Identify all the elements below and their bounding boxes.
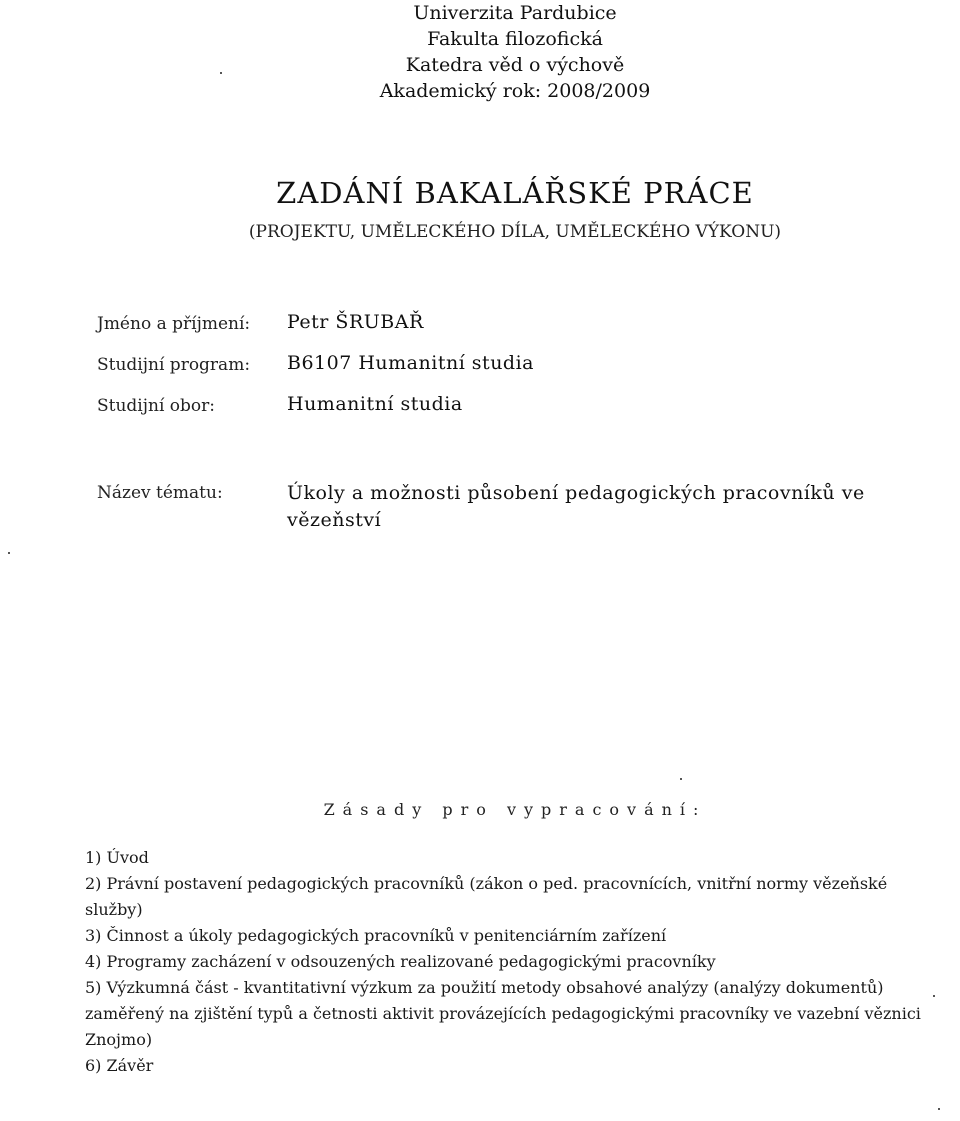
principles-heading: Zásady pro vypracování: <box>323 800 707 819</box>
faculty-name: Fakulta filozofická <box>427 28 603 50</box>
document-subtitle: (PROJEKTU, UMĚLECKÉHO DÍLA, UMĚLECKÉHO VÝKONU) <box>248 222 782 242</box>
name-value: Petr ŠRUBAŘ <box>287 311 424 333</box>
outline-item: 4) Programy zacházení v odsouzených realizované pedagogickými pracovníky <box>85 952 716 971</box>
program-value: B6107 Humanitní studia <box>287 352 534 374</box>
topic-label: Název tématu: <box>97 483 223 503</box>
outline-item: 3) Činnost a úkoly pedagogických pracovníků v penitenciárním zařízení <box>85 926 667 945</box>
outline-item: 2) Právní postavení pedagogických pracovníků (zákon o ped. pracovnících, vnitřní normy vězeňské služby) <box>85 874 888 919</box>
document-title: ZADÁNÍ BAKALÁŘSKÉ PRÁCE <box>276 176 754 210</box>
outline-list <box>85 845 935 1079</box>
scan-speck <box>680 778 682 780</box>
scan-speck <box>220 72 222 74</box>
topic-value: Úkoly a možnosti působení pedagogických pracovníků ve vězeňství <box>287 482 865 531</box>
name-label: Jméno a příjmení: <box>97 314 251 334</box>
academic-year: Akademický rok: 2008/2009 <box>379 80 651 102</box>
outline-item: 1) Úvod <box>85 848 149 867</box>
scan-speck <box>8 552 10 554</box>
field-of-study-value: Humanitní studia <box>287 393 463 415</box>
outline-item: 6) Závěr <box>85 1056 154 1075</box>
scan-speck <box>938 1108 940 1110</box>
outline-item: 5) Výzkumná část - kvantitativní výzkum za použití metody obsahové analýzy (analýzy dokumentů) zaměřený na zjištění typů a četnosti aktivit provázejících pedagogickými pracovníky ve vazební věznici Znojmo) <box>85 978 921 1049</box>
field-of-study-label: Studijní obor: <box>97 396 216 416</box>
program-label: Studijní program: <box>97 355 251 375</box>
department-name: Katedra věd o výchově <box>405 54 625 76</box>
scan-speck <box>933 995 935 997</box>
university-name: Univerzita Pardubice <box>413 2 617 24</box>
